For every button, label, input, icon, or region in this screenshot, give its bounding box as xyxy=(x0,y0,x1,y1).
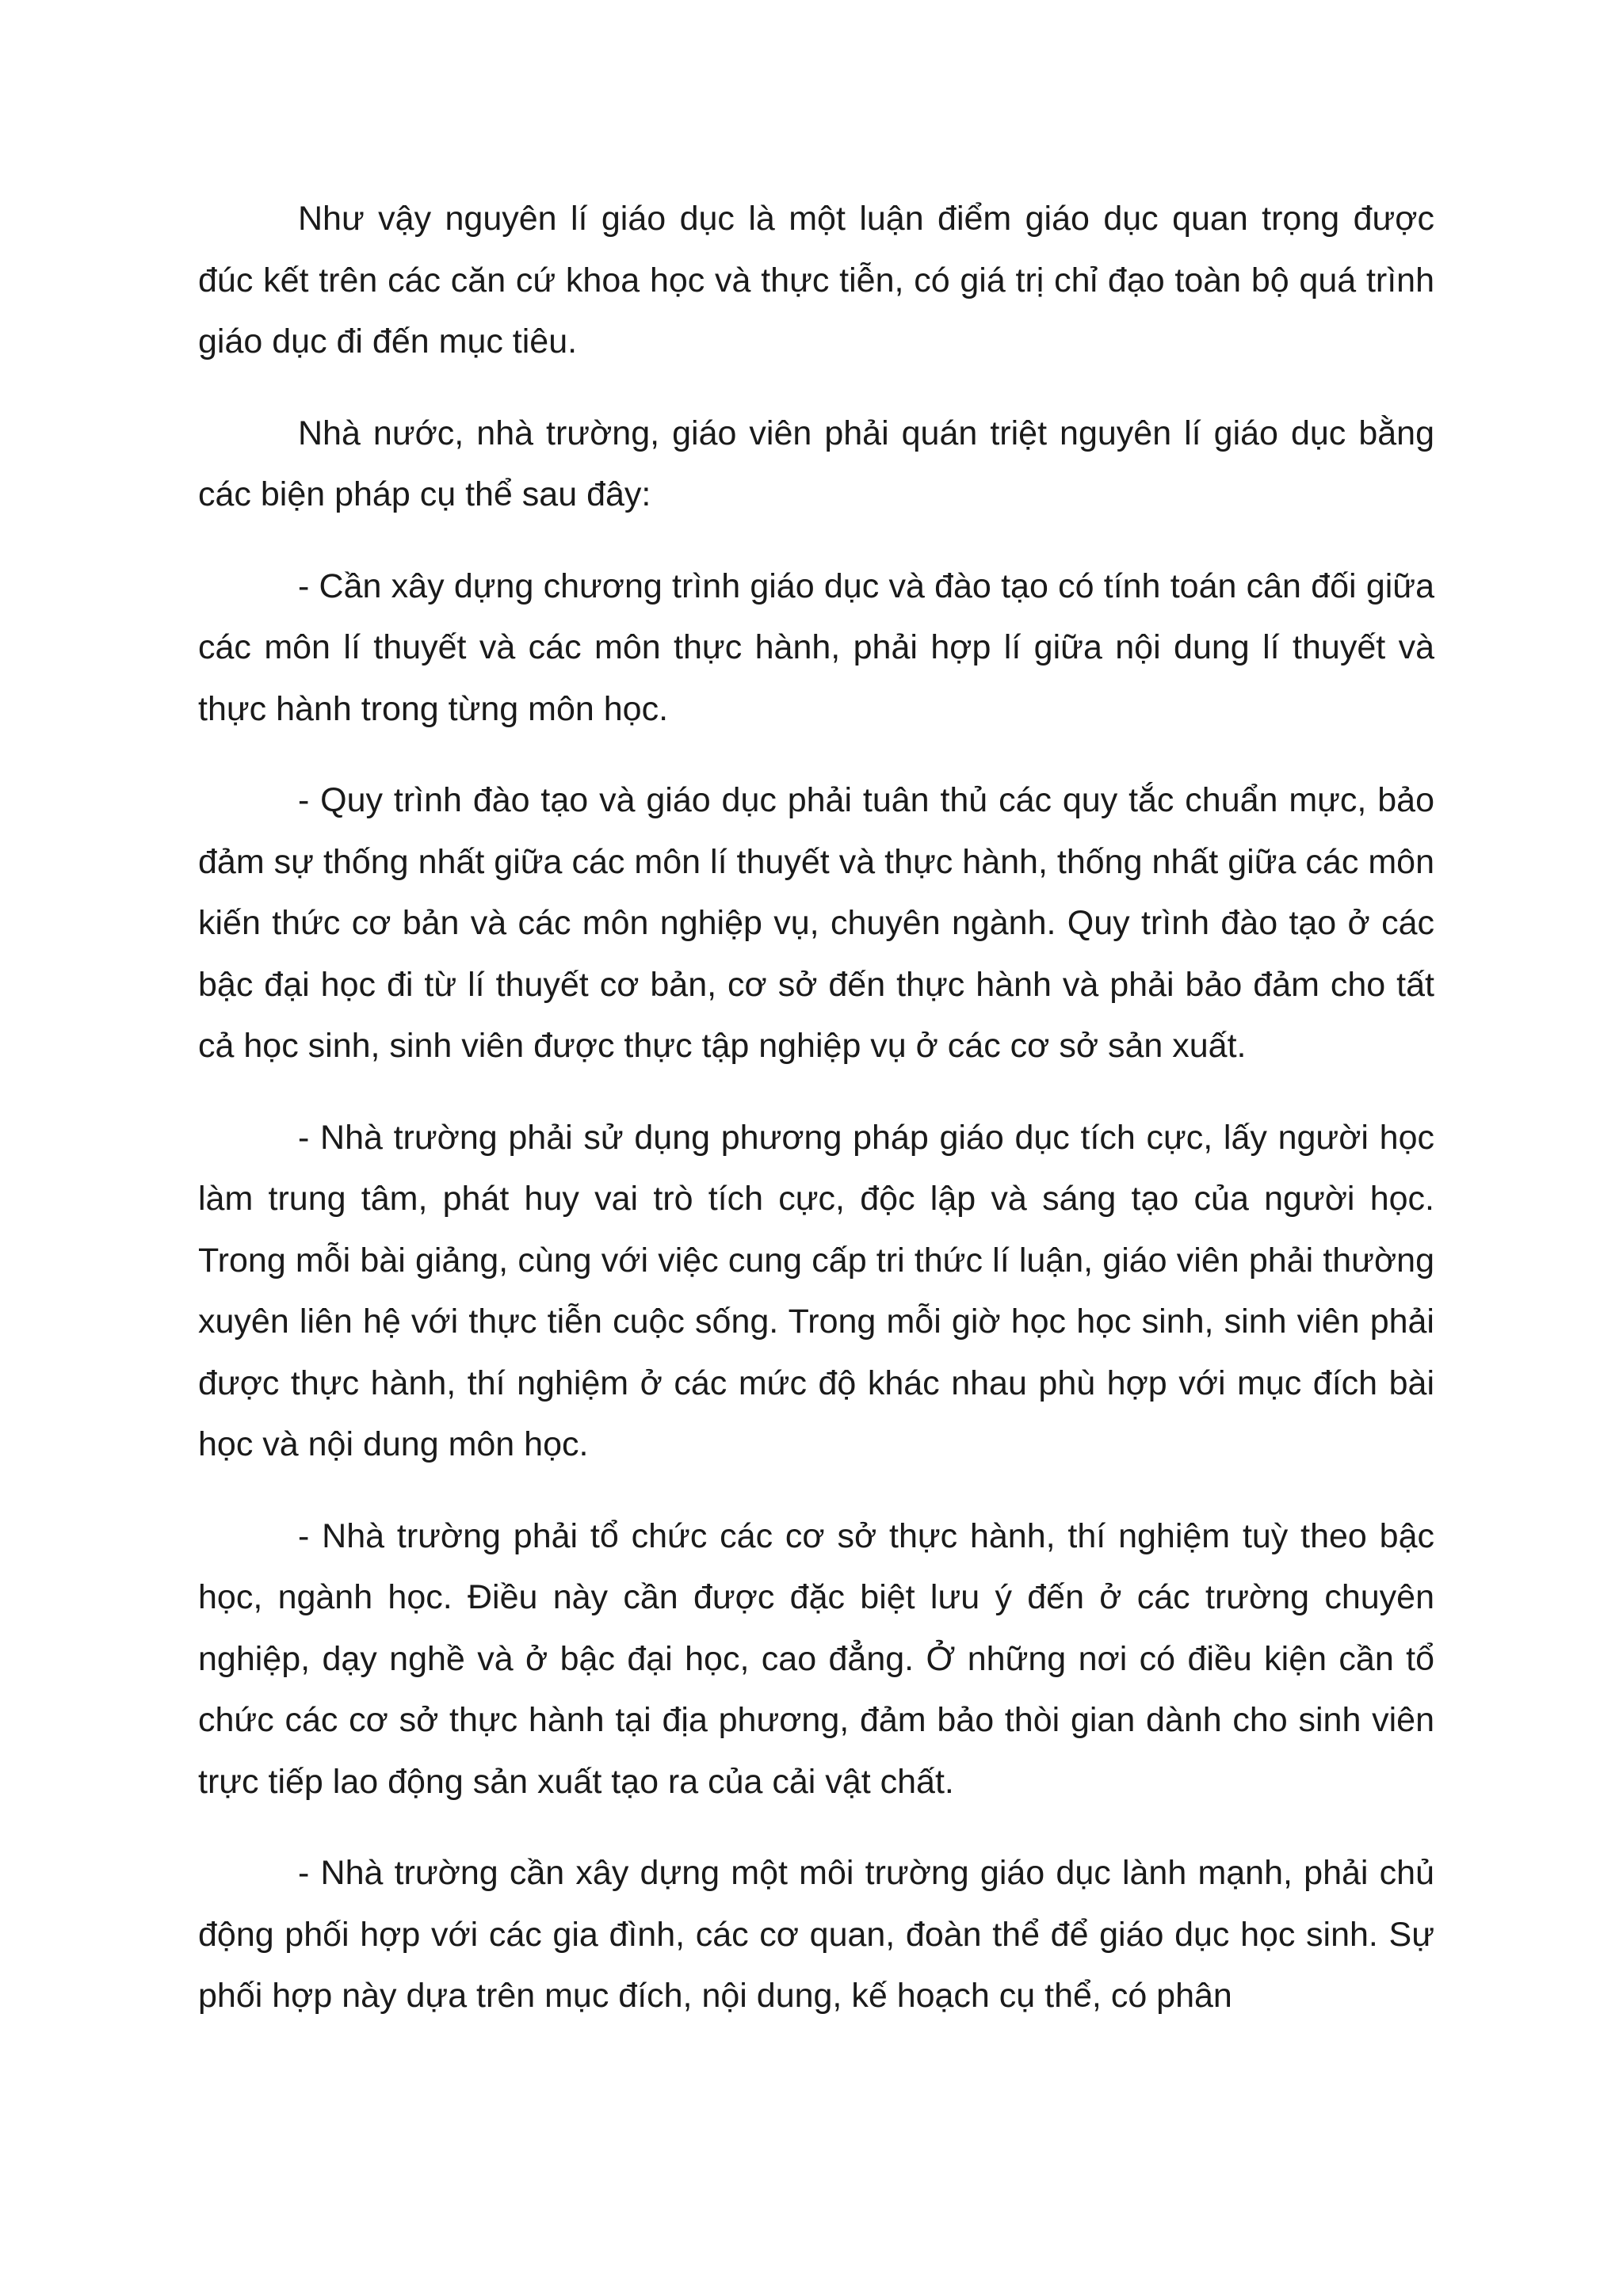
paragraph-2: Nhà nước, nhà trường, giáo viên phải quán triệt nguyên lí giáo dục bằng các biện pháp cụ thể sau đây: xyxy=(198,414,1434,513)
document-body xyxy=(198,189,1434,2058)
paragraph-4: - Quy trình đào tạo và giáo dục phải tuân thủ các quy tắc chuẩn mực, bảo đảm sự thống nhất giữa các môn lí thuyết và thực hành, thống nhất giữa các môn kiến thức cơ bản và các môn nghiệp vụ, chuyên ngành. Quy trình đào tạo ở các bậc đại học đi từ lí thuyết cơ bản, cơ sở đến thực hành và phải bảo đảm cho tất cả học sinh, sinh viên được thực tập nghiệp vụ ở các cơ sở sản xuất. xyxy=(198,781,1434,1065)
paragraph-5: - Nhà trường phải sử dụng phương pháp giáo dục tích cực, lấy người học làm trung tâm, phát huy vai trò tích cực, độc lập và sáng tạo của người học. Trong mỗi bài giảng, cùng với việc cung cấp tri thức lí luận, giáo viên phải thường xuyên liên hệ với thực tiễn cuộc sống. Trong mỗi giờ học học sinh, sinh viên phải được thực hành, thí nghiệm ở các mức độ khác nhau phù hợp với mục đích bài học và nội dung môn học. xyxy=(198,1118,1434,1463)
paragraph-6: - Nhà trường phải tổ chức các cơ sở thực hành, thí nghiệm tuỳ theo bậc học, ngành học. Điều này cần được đặc biệt lưu ý đến ở các trường chuyên nghiệp, dạy nghề và ở bậc đại học, cao đẳng. Ở những nơi có điều kiện cần tổ chức các cơ sở thực hành tại địa phương, đảm bảo thòi gian dành cho sinh viên trực tiếp lao động sản xuất tạo ra của cải vật chất. xyxy=(198,1516,1434,1801)
paragraph-1: Như vậy nguyên lí giáo dục là một luận điểm giáo dục quan trọng được đúc kết trên các căn cứ khoa học và thực tiễn, có giá trị chỉ đạo toàn bộ quá trình giáo dục đi đến mục tiêu. xyxy=(198,200,1434,360)
paragraph-3: - Cần xây dựng chương trình giáo dục và đào tạo có tính toán cân đối giữa các môn lí thuyết và các môn thực hành, phải hợp lí giữa nội dung lí thuyết và thực hành trong từng môn học. xyxy=(198,566,1434,728)
paragraph-7: - Nhà trường cần xây dựng một môi trường giáo dục lành mạnh, phải chủ động phối hợp với các gia đình, các cơ quan, đoàn thể để giáo dục học sinh. Sự phối hợp này dựa trên mục đích, nội dung, kế hoạch cụ thể, có phân xyxy=(198,1854,1434,2015)
